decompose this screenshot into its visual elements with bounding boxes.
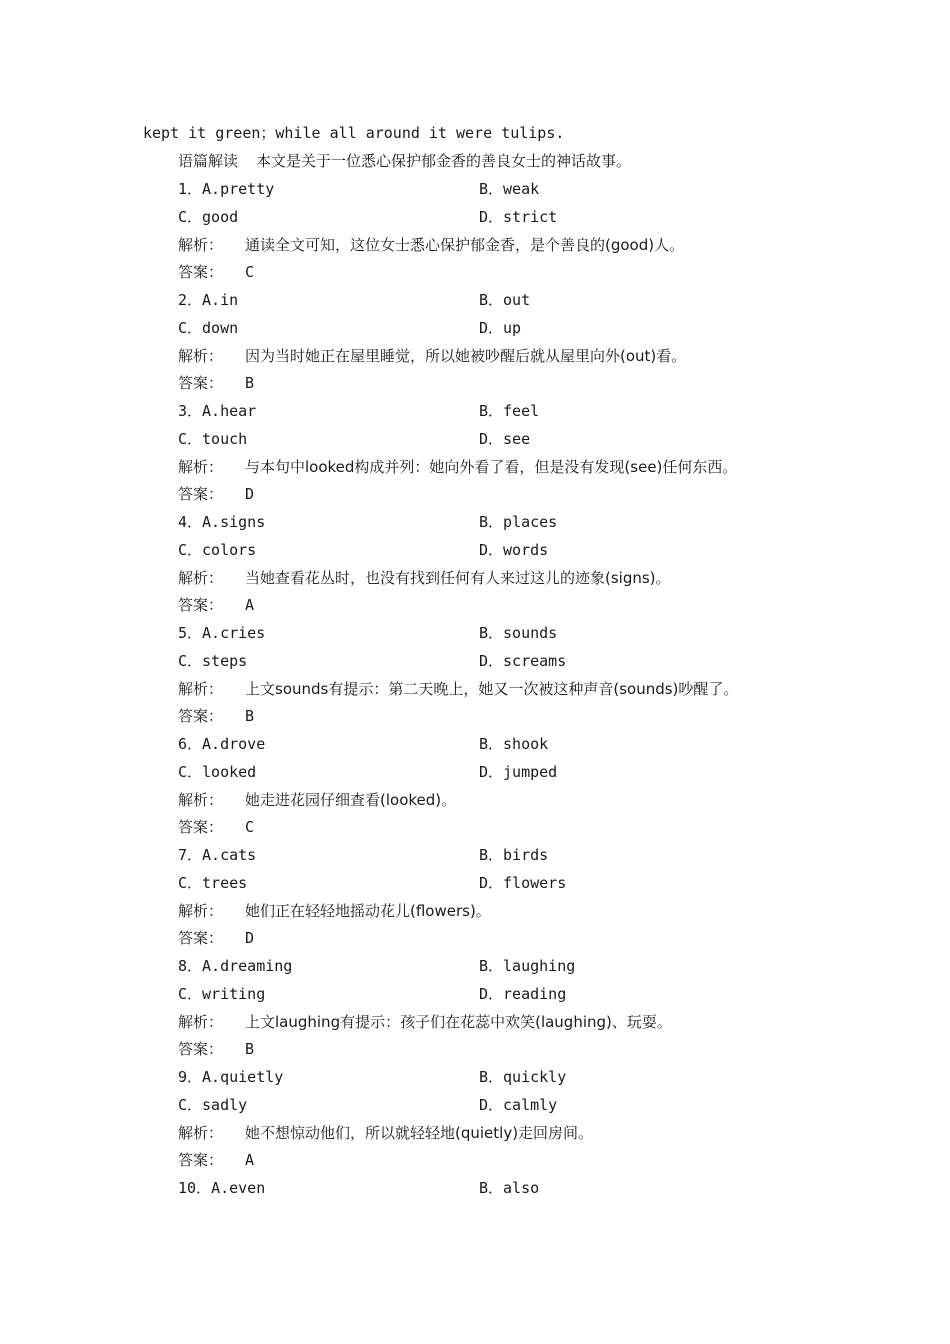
analysis-text: 当她查看花丛时，也没有找到任何有人来过这儿的迹象(signs)。 (245, 569, 671, 587)
summary-label: 语篇解读 (178, 152, 239, 170)
question-number: 2． (178, 291, 203, 309)
option-c: C．touch (178, 430, 248, 448)
answer-value: A (245, 596, 255, 614)
question-number: 4． (178, 513, 203, 531)
option-d: D．screams (479, 652, 567, 670)
option-b: B．places (479, 513, 558, 531)
passage-summary (178, 147, 631, 175)
answer-value: A (245, 1151, 255, 1169)
question-stem-option-a (178, 841, 256, 869)
question-stem-option-a (178, 730, 265, 758)
answer-value: D (245, 485, 255, 503)
option-c: C．steps (178, 652, 248, 670)
question-stem-option-a (178, 1174, 265, 1202)
option-d: D．see (479, 430, 531, 448)
option-c: C．sadly (178, 1096, 248, 1114)
answer-value: C (245, 263, 255, 281)
answer-label: 答案： (178, 485, 224, 503)
summary-text: 本文是关于一位悉心保护郁金香的善良女士的神话故事。 (256, 152, 632, 170)
question-stem-option-a (178, 952, 292, 980)
question-stem-option-a (178, 175, 274, 203)
option-c: C．trees (178, 874, 248, 892)
option-a: A.in (202, 291, 239, 309)
analysis-label: 解析： (178, 1124, 224, 1142)
option-a: A.hear (202, 402, 257, 420)
question-number: 3． (178, 402, 203, 420)
option-c: C．down (178, 319, 239, 337)
option-c: C．colors (178, 541, 257, 559)
option-a: A.even (211, 1179, 266, 1197)
answer-label: 答案： (178, 374, 224, 392)
answer-value: B (245, 374, 255, 392)
answer-value: B (245, 707, 255, 725)
option-a: A.pretty (202, 180, 275, 198)
option-c: C．writing (178, 985, 266, 1003)
analysis-label: 解析： (178, 902, 224, 920)
question-stem-option-a (178, 508, 265, 536)
answer-label: 答案： (178, 263, 224, 281)
analysis-text: 她不想惊动他们，所以就轻轻地(quietly)走回房间。 (245, 1124, 594, 1142)
analysis-text: 因为当时她正在屋里睡觉，所以她被吵醒后就从屋里向外(out)看。 (245, 347, 687, 365)
question-number: 9． (178, 1068, 203, 1086)
analysis-text: 上文laughing有提示：孩子们在花蕊中欢笑(laughing)、玩耍。 (245, 1013, 672, 1031)
option-d: D．strict (479, 208, 558, 226)
question-stem-option-a (178, 286, 238, 314)
answer-value: B (245, 1040, 255, 1058)
analysis-text: 与本句中looked构成并列：她向外看了看，但是没有发现(see)任何东西。 (245, 458, 738, 476)
question-stem-option-a (178, 619, 265, 647)
analysis-label: 解析： (178, 347, 224, 365)
option-d: D．calmly (479, 1096, 558, 1114)
question-number: 5． (178, 624, 203, 642)
option-a: A.drove (202, 735, 266, 753)
question-stem-option-a (178, 397, 256, 425)
analysis-label: 解析： (178, 236, 224, 254)
analysis-text: 上文sounds有提示：第二天晚上，她又一次被这种声音(sounds)吵醒了。 (245, 680, 739, 698)
analysis-label: 解析： (178, 791, 224, 809)
option-d: D．jumped (479, 763, 558, 781)
analysis-label: 解析： (178, 680, 224, 698)
analysis-label: 解析： (178, 569, 224, 587)
question-number: 8． (178, 957, 203, 975)
option-b: B．quickly (479, 1068, 567, 1086)
option-d: D．flowers (479, 874, 567, 892)
answer-value: C (245, 818, 255, 836)
option-a: A.dreaming (202, 957, 293, 975)
option-c: C．looked (178, 763, 257, 781)
answer-label: 答案： (178, 596, 224, 614)
question-number: 7． (178, 846, 203, 864)
answer-value: D (245, 929, 255, 947)
answer-label: 答案： (178, 929, 224, 947)
question-number: 1． (178, 180, 203, 198)
option-a: A.cries (202, 624, 266, 642)
analysis-label: 解析： (178, 458, 224, 476)
option-b: B．shook (479, 735, 549, 753)
answer-label: 答案： (178, 818, 224, 836)
answer-label: 答案： (178, 707, 224, 725)
question-number: 10． (178, 1179, 212, 1197)
question-stem-option-a (178, 1063, 283, 1091)
option-d: D．reading (479, 985, 567, 1003)
option-d: D．words (479, 541, 549, 559)
answer-label: 答案： (178, 1040, 224, 1058)
option-a: A.quietly (202, 1068, 284, 1086)
analysis-text: 通读全文可知，这位女士悉心保护郁金香，是个善良的(good)人。 (245, 236, 685, 254)
option-b: B．birds (479, 846, 549, 864)
option-b: B．feel (479, 402, 540, 420)
analysis-label: 解析： (178, 1013, 224, 1031)
option-b: B．laughing (479, 957, 576, 975)
option-b: B．weak (479, 180, 540, 198)
option-d: D．up (479, 319, 522, 337)
intro-line: kept it green；while all around it were tulips. (143, 124, 565, 142)
option-a: A.cats (202, 846, 257, 864)
analysis-text: 她们正在轻轻地摇动花儿(flowers)。 (245, 902, 491, 920)
question-number: 6． (178, 735, 203, 753)
option-b: B．out (479, 291, 531, 309)
option-b: B．sounds (479, 624, 558, 642)
answer-label: 答案： (178, 1151, 224, 1169)
option-b: B．also (479, 1179, 540, 1197)
analysis-text: 她走进花园仔细查看(looked)。 (245, 791, 457, 809)
option-a: A.signs (202, 513, 266, 531)
option-c: C．good (178, 208, 239, 226)
